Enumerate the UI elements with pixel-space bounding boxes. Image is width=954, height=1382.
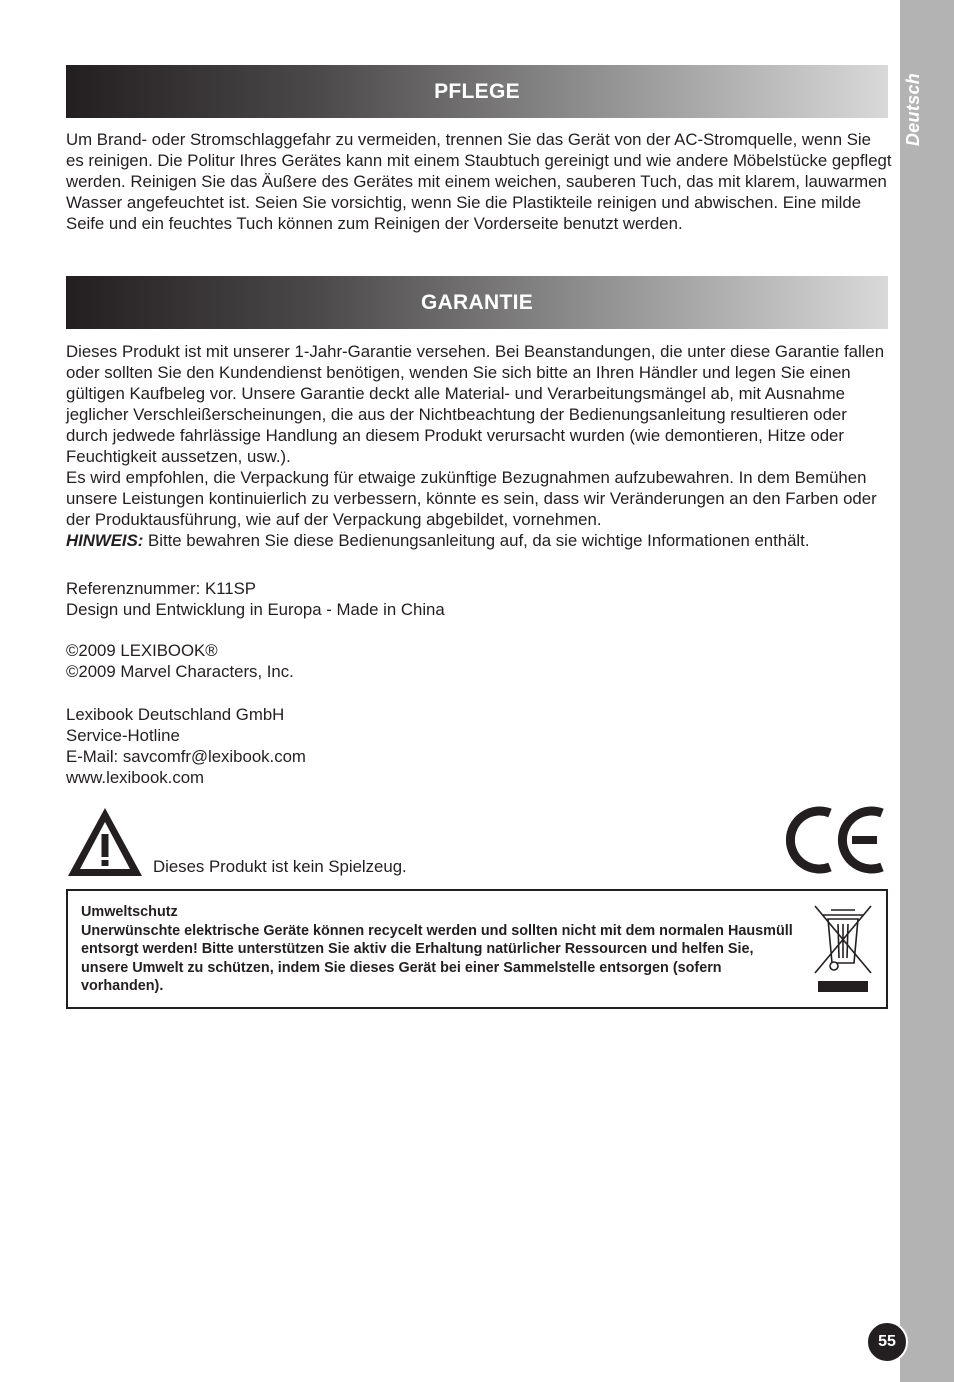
website: www.lexibook.com <box>66 768 205 787</box>
environment-body: Unerwünschte elektrische Geräte können recycelt werden und sollten nicht mit dem normalen Hausmüll entsorgt werden! Bitte unterstützen Sie aktiv die Erhaltung natürlicher Ressourcen und helfen Sie, unsere Umwelt zu schützen, indem Sie dieses Gerät bei einer Sammelstelle entsorgen (sofern vorhanden). <box>81 922 793 995</box>
copyright-block <box>66 640 294 682</box>
environment-notice <box>66 889 888 1009</box>
hinweis-text: Bitte bewahren Sie diese Bedienungsanleitung auf, da sie wichtige Informationen enthält. <box>143 531 810 550</box>
company-name: Lexibook Deutschland GmbH <box>66 705 285 724</box>
ce-mark-icon <box>786 804 886 876</box>
service-hotline: Service-Hotline <box>66 726 180 745</box>
copyright-lexibook: ©2009 LEXIBOOK® <box>66 641 218 660</box>
pflege-heading: PFLEGE <box>66 65 888 118</box>
hinweis-note <box>66 530 892 551</box>
language-label: Deutsch <box>903 72 924 146</box>
design-origin: Design und Entwicklung in Europa - Made in China <box>66 600 445 619</box>
environment-text <box>81 903 801 996</box>
language-side-tab <box>900 0 954 1382</box>
copyright-marvel: ©2009 Marvel Characters, Inc. <box>66 662 294 681</box>
reference-number: Referenznummer: K11SP <box>66 579 256 598</box>
garantie-heading: GARANTIE <box>66 276 888 329</box>
garantie-paragraph-1: Dieses Produkt ist mit unserer 1-Jahr-Garantie versehen. Bei Beanstandungen, die unter diese Garantie fallen oder sollten Sie den Kundendienst benötigen, wenden Sie sich bitte an Ihren Händler und legen Sie einen gültigen Kaufbeleg vor. Unsere Garantie deckt alle Material- und Verarbeitungsmängel ab, mit Ausnahme jeglicher Verschleißerscheinungen, die aus der Nichtbeachtung der Bedienungsanleitung resultieren oder durch jedwede fahrlässige Handlung an diesem Produkt verursacht wurden (wie demontieren, Hitze oder Feuchtigkeit aussetzen, usw.). <box>66 342 885 466</box>
warning-text: Dieses Produkt ist kein Spielzeug. <box>153 857 407 876</box>
warning-triangle-icon <box>66 806 144 878</box>
garantie-paragraph-2: Es wird empfohlen, die Verpackung für etwaige zukünftige Bezugnahmen aufzubewahren. In dem Bemühen unsere Leistungen kontinuierlich zu verbessern, könnte es sein, dass wir Veränderungen an den Farben oder der Produktausführung, wie auf der Verpackung abgebildet, vornehmen. <box>66 468 877 529</box>
page-number: 55 <box>866 1321 908 1363</box>
contact-block <box>66 704 306 788</box>
environment-title: Umweltschutz <box>81 904 178 920</box>
crossed-out-wheelie-bin-icon <box>812 903 874 993</box>
reference-block <box>66 578 445 620</box>
hinweis-label: HINWEIS: <box>66 531 144 550</box>
garantie-text <box>66 341 892 551</box>
pflege-paragraph: Um Brand- oder Stromschlaggefahr zu vermeiden, trennen Sie das Gerät von der AC-Stromquelle, wenn Sie es reinigen. Die Politur Ihres Gerätes kann mit einem Staubtuch gereinigt und wie andere Möbelstücke gepflegt werden. Reinigen Sie das Äußere des Gerätes mit einem weichen, sauberen Tuch, das mit klarem, lauwarmen Wasser angefeuchtet ist. Seien Sie vorsichtig, wenn Sie die Plastikteile reinigen und abwischen. Eine milde Seife und ein feuchtes Tuch können zum Reinigen der Vorderseite benutzt werden. <box>66 130 892 233</box>
email-address: E-Mail: savcomfr@lexibook.com <box>66 747 306 766</box>
